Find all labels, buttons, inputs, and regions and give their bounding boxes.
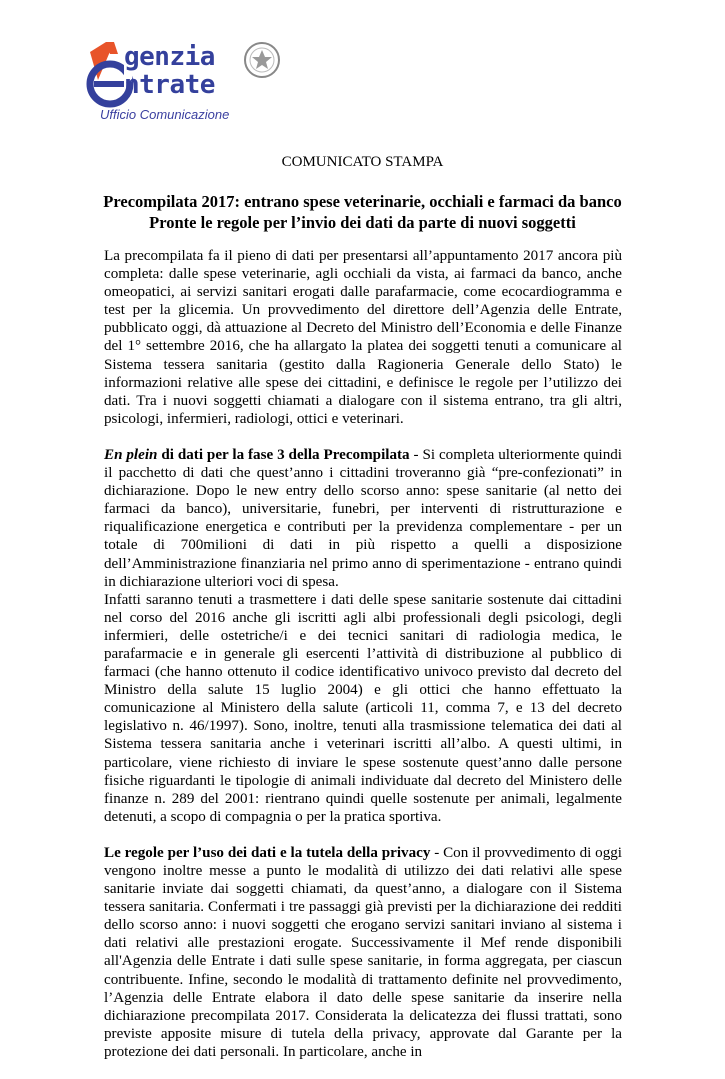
intro-paragraph: La precompilata fa il pieno di dati per presentarsi all’appuntamento 2017 ancora più completa: dalle spese veterinarie, agli occhiali da vista, ai farmaci da banco, anche omeopatici, ai servizi sanitari erogati dalle parafarmacie, come ecocardiogramma e test per la glicemia. Un provvedimento del direttore dell’Agenzia delle Entrate, pubblicato oggi, dà attuazione al Decreto del Ministro dell’Economia e delle Finanze del 1° settembre 2016, che ha allargato la platea dei soggetti tenuti a comunicare al Sistema tessera sanitaria (gestito dalla Ragioneria Generale dello Stato) le informazioni relative alle spese dei cittadini, e definisce le regole per l’utilizzo dei dati. Tra i nuovi soggetti chiamati a dialogare con il sistema entrano, tra gli altri, psicologi, infermieri, radiologi, ottici e veterinari. <box>104 248 622 427</box>
title-line-1: Precompilata 2017: entrano spese veterinarie, occhiali e farmaci da banco <box>103 192 622 211</box>
section-1-text: - Si completa ulteriormente quindi il pacchetto di dati che quest’anno i cittadini troveranno già “pre-confezionati” in dichiarazione. Dopo le new entry dello scorso anno: spese sanitarie (al netto dei farmaci da banco), universitarie, funebri, per interventi di ristrutturazione e riqualificazione energetica e contributi per la previdenza complementare - per un totale di 700milioni di dati in più rispetto a quelli a disposizione dell’Amministrazione finanziaria nel primo anno di sperimentazione - entrano quindi in dichiarazione ulteriori voci di spesa. <box>104 446 622 590</box>
logo-entrate-text: ntrate <box>124 70 215 100</box>
press-release-label: COMUNICATO STAMPA <box>281 154 444 170</box>
section-1-paragraph <box>104 446 622 591</box>
republic-emblem-icon <box>245 43 279 77</box>
section-2-text: - Con il provvedimento di oggi vengono inoltre messe a punto le modalità di utilizzo dei dati relativi alle spese sanitarie inviate dai soggetti chiamati, da quest’anno, a dialogare con il Sistema tessera sanitaria. Confermati i tre passaggi già previsti per la dichiarazione dei redditi dello scorso anno: i nuovi soggetti che erogano servizi sanitari inviano al sistema i dati relativi alle prestazioni erogate. Successivamente il Mef rende disponibili all'Agenzia delle Entrate i dati sulle spese sanitarie, in forma aggregata, per ciascun contribuente. Infine, secondo le modalità di trattamento definite nel provvedimento, l’Agenzia delle Entrate elabora il dato delle spese sanitarie da inserire nella dichiarazione precompilata 2017. Considerata la delicatezza dei flussi trattati, sono previste apposite misure di tutela della privacy, approvate dal Garante per la protezione dei dati personali. In particolare, anche in <box>104 844 623 1060</box>
section-2-paragraph <box>104 844 622 1061</box>
office-label: Ufficio Comunicazione <box>100 107 230 122</box>
page-title <box>90 191 635 233</box>
logo-agenzia-text: genzia <box>124 42 215 72</box>
section-1-heading-italic: En plein <box>104 446 158 463</box>
document-body <box>104 247 622 1079</box>
title-line-2: Pronte le regole per l’invio dei dati da parte di nuovi soggetti <box>149 213 576 232</box>
section-1-paragraph-2: Infatti saranno tenuti a trasmettere i dati delle spese sanitarie sostenute dai cittadini nel corso del 2016 anche gli iscritti agli albi professionali degli psicologi, degli infermieri, delle ostetriche/i e dei tecnici sanitari di radiologia medica, le parafarmacie e in generale gli esercenti l’attività di distribuzione al pubblico di farmaci (che hanno ottenuto il codice identificativo univoco previsto dal decreto del Ministro della salute 15 luglio 2004) e gli ottici che hanno effettuato la comunicazione al Ministero della salute (articoli 11, comma 7, e 13 del decreto legislativo n. 46/1997). Sono, inoltre, tenuti alla trasmissione telematica dei dati al Sistema tessera sanitaria anche i veterinari iscritti all’albo. A questi ultimi, in particolare, viene richiesto di inviare le spese sostenute quest’anno dalle persone fisiche riguardanti le tipologie di animali individuate dal decreto del Ministero delle finanze n. 289 del 2001: rientrano quindi quelle sostenute per animali, legalmente detenuti, a scopo di compagnia o per la pratica sportiva. <box>104 591 622 825</box>
section-2-heading: Le regole per l’uso dei dati e la tutela della privacy <box>104 844 431 861</box>
section-1-heading: di dati per la fase 3 della Precompilata <box>157 446 410 463</box>
